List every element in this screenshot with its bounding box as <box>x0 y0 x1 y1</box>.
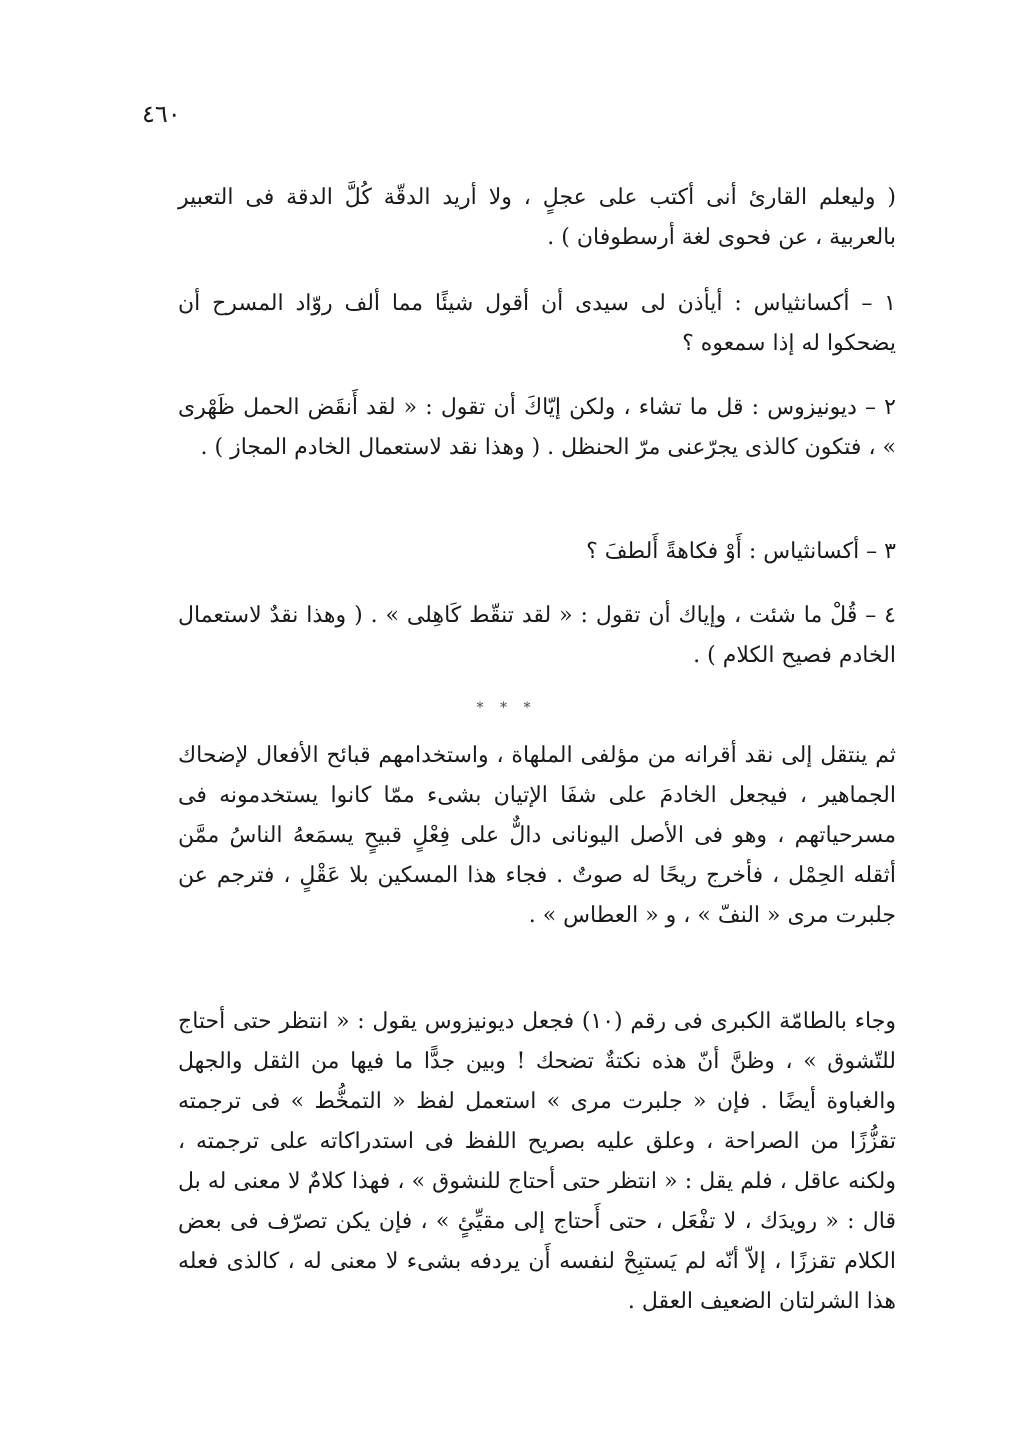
numbered-item-2: ٢ – ديونيزوس : قل ما تشاء ، ولكن إيّاكَ أن تقول : « لقد أَنقَض الحمل ظَهْرى » ، فتكون كالذى يجرّعنى مرّ الحنظل . ( وهذا نقد لاستعمال الخادم المجاز ) . <box>178 395 896 460</box>
intro-paragraph: ( وليعلم القارئ أنى أكتب على عجلٍ ، ولا أريد الدقّة كُلَّ الدقة فى التعبير بالعربية ، عن فحوى لغة أرسطوفان ) . <box>178 185 896 250</box>
numbered-item-3: ٣ – أكسانثياس : أَوْ فكاهةً أَلطفَ ؟ <box>586 539 896 564</box>
section-separator: * * * <box>476 700 537 716</box>
numbered-item-4: ٤ – قُلْ ما شئت ، وإياك أن تقول : « لقد تنقّط كَاهِلى » . ( وهذا نقدٌ لاستعمال الخادم فصيح الكلام ) . <box>178 603 896 668</box>
body-paragraph-2: وجاء بالطامّة الكبرى فى رقم (١٠) فجعل ديونيزوس يقول : « انتظر حتى أحتاج للتّشوق » ، وظنَّ أنّ هذه نكتةٌ تضحك ! وبين جدًّا ما فيها من الثقل والجهل والغباوة أيضًا . فإن « جلبرت مرى » استعمل لفظ « التمخُّط » فى ترجمته تقزُّزًا من الصراحة ، وعلق عليه بصريح اللفظ فى استدراكاته على ترجمته ، ولكنه عاقل ، فلم يقل : « انتظر حتى أحتاج للنشوق » ، فهذا كلامٌ لا معنى له بل قال : « رويدَك ، لا تفْعَل ، حتى أَحتاج إلى مقيِّئٍ » ، فإن يكن تصرّف فى بعض الكلام تقززًا ، إلاّ أنّه لم يَستبِحْ لنفسه أَن يردفه بشىء لا معنى له ، كالذى فعله هذا الشرلتان الضعيف العقل . <box>178 1009 896 1314</box>
page-number: ٤٦٠ <box>142 100 181 128</box>
numbered-item-1: ١ – أكسانثياس : أيأذن لى سيدى أن أقول شيئًا مما ألف روّاد المسرح أن يضحكوا له إذا سمعوه ؟ <box>178 291 896 356</box>
body-paragraph-1: ثم ينتقل إلى نقد أقرانه من مؤلفى الملهاة ، واستخدامهم قبائح الأفعال لإضحاك الجماهير ، فيجعل الخادمَ على شفَا الإتيان بشىء ممّا كانوا يستخدمونه فى مسرحياتهم ، وهو فى الأصل اليونانى دالٌّ على فِعْلٍ قبيحٍ يسمَعهُ الناسُ ممَّن أثقله الحِمْل ، فأخرج ريحًا له صوتٌ . فجاء هذا المسكين بلا عَقْلٍ ، فترجم عن جلبرت مرى « النفّ » ، و « العطاس » . <box>178 743 896 928</box>
